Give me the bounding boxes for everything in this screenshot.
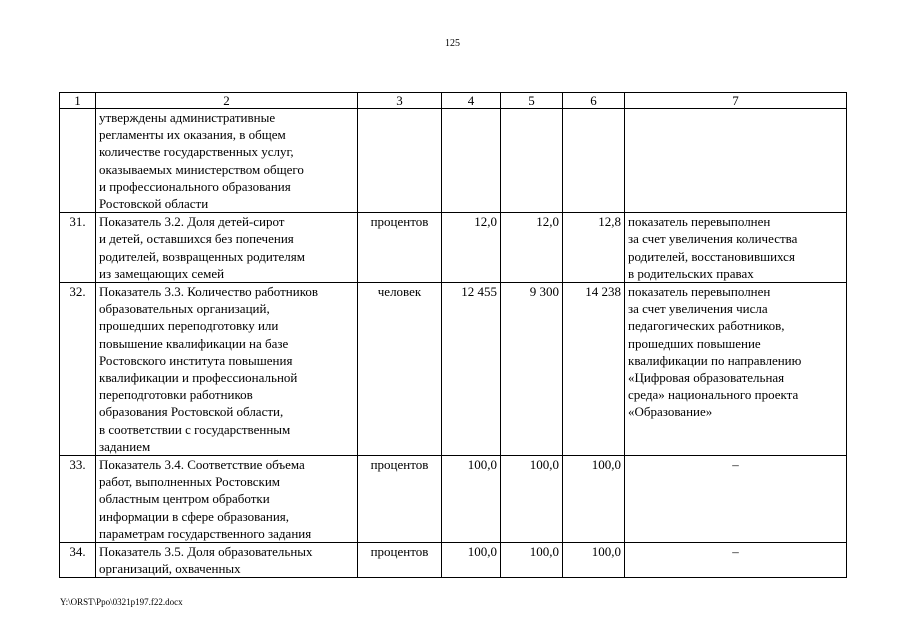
note-cell — [625, 109, 847, 213]
indicators-table — [59, 92, 847, 578]
indicator-name-line: квалификации и профессиональной — [99, 370, 298, 386]
note-cell — [625, 456, 847, 543]
table-row — [60, 456, 847, 543]
note-cell-line: «Цифровая образовательная — [628, 370, 785, 386]
note-cell-line: – — [732, 544, 739, 560]
row-number: 31. — [60, 213, 96, 283]
value-cell-4: 12,0 — [442, 213, 501, 283]
indicator-name-line: Показатель 3.4. Соответствие объема — [99, 457, 305, 473]
value-cell-5 — [501, 109, 563, 213]
note-cell-line: среда» национального проекта — [628, 387, 799, 403]
value-cell-5: 12,0 — [501, 213, 563, 283]
value-cell-5: 100,0 — [501, 456, 563, 543]
value-cell-6 — [563, 109, 625, 213]
note-cell — [625, 213, 847, 283]
column-header: 2 — [96, 93, 358, 109]
row-number: 32. — [60, 283, 96, 456]
indicator-name-line: Показатель 3.3. Количество работников — [99, 284, 318, 300]
value-cell-4: 100,0 — [442, 543, 501, 578]
unit-cell: процентов — [358, 213, 442, 283]
indicator-name-line: работ, выполненных Ростовским — [99, 474, 281, 490]
indicator-name — [96, 543, 358, 578]
column-header: 4 — [442, 93, 501, 109]
row-number: 33. — [60, 456, 96, 543]
note-cell-line: за счет увеличения числа — [628, 301, 768, 317]
indicator-name — [96, 283, 358, 456]
indicator-name-line: повышение квалификации на базе — [99, 335, 289, 351]
indicator-name-line: из замещающих семей — [99, 265, 225, 281]
column-header: 6 — [563, 93, 625, 109]
indicator-name-line: образовательных организаций, — [99, 301, 270, 317]
table-row — [60, 213, 847, 283]
note-cell — [625, 543, 847, 578]
indicator-name-line: переподготовки работников — [99, 387, 253, 403]
indicator-name-line: информации в сфере образования, — [99, 508, 290, 524]
note-cell-line: – — [732, 457, 739, 473]
table-row — [60, 283, 847, 456]
indicator-name-line: родителей, возвращенных родителям — [99, 248, 305, 264]
file-path-footer: Y:\ORST\Ppo\0321p197.f22.docx — [60, 597, 183, 607]
indicator-name-line: и профессионального образования — [99, 178, 291, 194]
indicator-name-line: Показатель 3.2. Доля детей-сирот — [99, 214, 285, 230]
value-cell-6: 12,8 — [563, 213, 625, 283]
note-cell — [625, 283, 847, 456]
indicator-name-line: регламенты их оказания, в общем — [99, 127, 286, 143]
indicator-name-line: заданием — [99, 438, 151, 454]
indicator-name-line: областным центром обработки — [99, 491, 270, 507]
indicator-name-line: утверждены административные — [99, 110, 276, 125]
indicator-name-line: образования Ростовской области, — [99, 404, 284, 420]
column-header: 7 — [625, 93, 847, 109]
indicator-name-line: оказываемых министерством общего — [99, 161, 304, 177]
indicator-name-line: прошедших переподготовку или — [99, 318, 279, 334]
indicator-name — [96, 213, 358, 283]
value-cell-4: 100,0 — [442, 456, 501, 543]
unit-cell: процентов — [358, 456, 442, 543]
note-cell-line: в родительских правах — [628, 265, 754, 281]
indicator-name-line: Показатель 3.5. Доля образовательных — [99, 544, 313, 560]
value-cell-4: 12 455 — [442, 283, 501, 456]
note-cell-line: квалификации по направлению — [628, 352, 802, 368]
row-number — [60, 109, 96, 213]
indicator-name — [96, 456, 358, 543]
indicator-name-line: в соответствии с государственным — [99, 421, 291, 437]
note-cell-line: показатель перевыполнен — [628, 284, 771, 300]
page-number: 125 — [445, 38, 460, 49]
column-header: 3 — [358, 93, 442, 109]
value-cell-5: 100,0 — [501, 543, 563, 578]
value-cell-6: 100,0 — [563, 543, 625, 578]
row-number: 34. — [60, 543, 96, 578]
column-header: 1 — [60, 93, 96, 109]
value-cell-6: 14 238 — [563, 283, 625, 456]
column-header: 5 — [501, 93, 563, 109]
unit-cell: процентов — [358, 543, 442, 578]
unit-cell — [358, 109, 442, 213]
note-cell-line: за счет увеличения количества — [628, 231, 798, 247]
indicator-name-line: количестве государственных услуг, — [99, 144, 294, 160]
note-cell-line: «Образование» — [628, 404, 713, 420]
table-header-row — [60, 93, 847, 109]
indicator-name-line: Ростовского института повышения — [99, 352, 293, 368]
indicator-name-line: параметрам государственного задания — [99, 525, 312, 541]
table-row — [60, 109, 847, 213]
indicator-name — [96, 109, 358, 213]
unit-cell: человек — [358, 283, 442, 456]
indicator-name-line: Ростовской области — [99, 196, 209, 212]
table-row — [60, 543, 847, 578]
indicator-name-line: и детей, оставшихся без попечения — [99, 231, 294, 247]
note-cell-line: прошедших повышение — [628, 335, 761, 351]
note-cell-line: показатель перевыполнен — [628, 214, 771, 230]
note-cell-line: родителей, восстановившихся — [628, 248, 795, 264]
note-cell-line: педагогических работников, — [628, 318, 785, 334]
value-cell-5: 9 300 — [501, 283, 563, 456]
indicator-name-line: организаций, охваченных — [99, 561, 241, 577]
value-cell-4 — [442, 109, 501, 213]
value-cell-6: 100,0 — [563, 456, 625, 543]
